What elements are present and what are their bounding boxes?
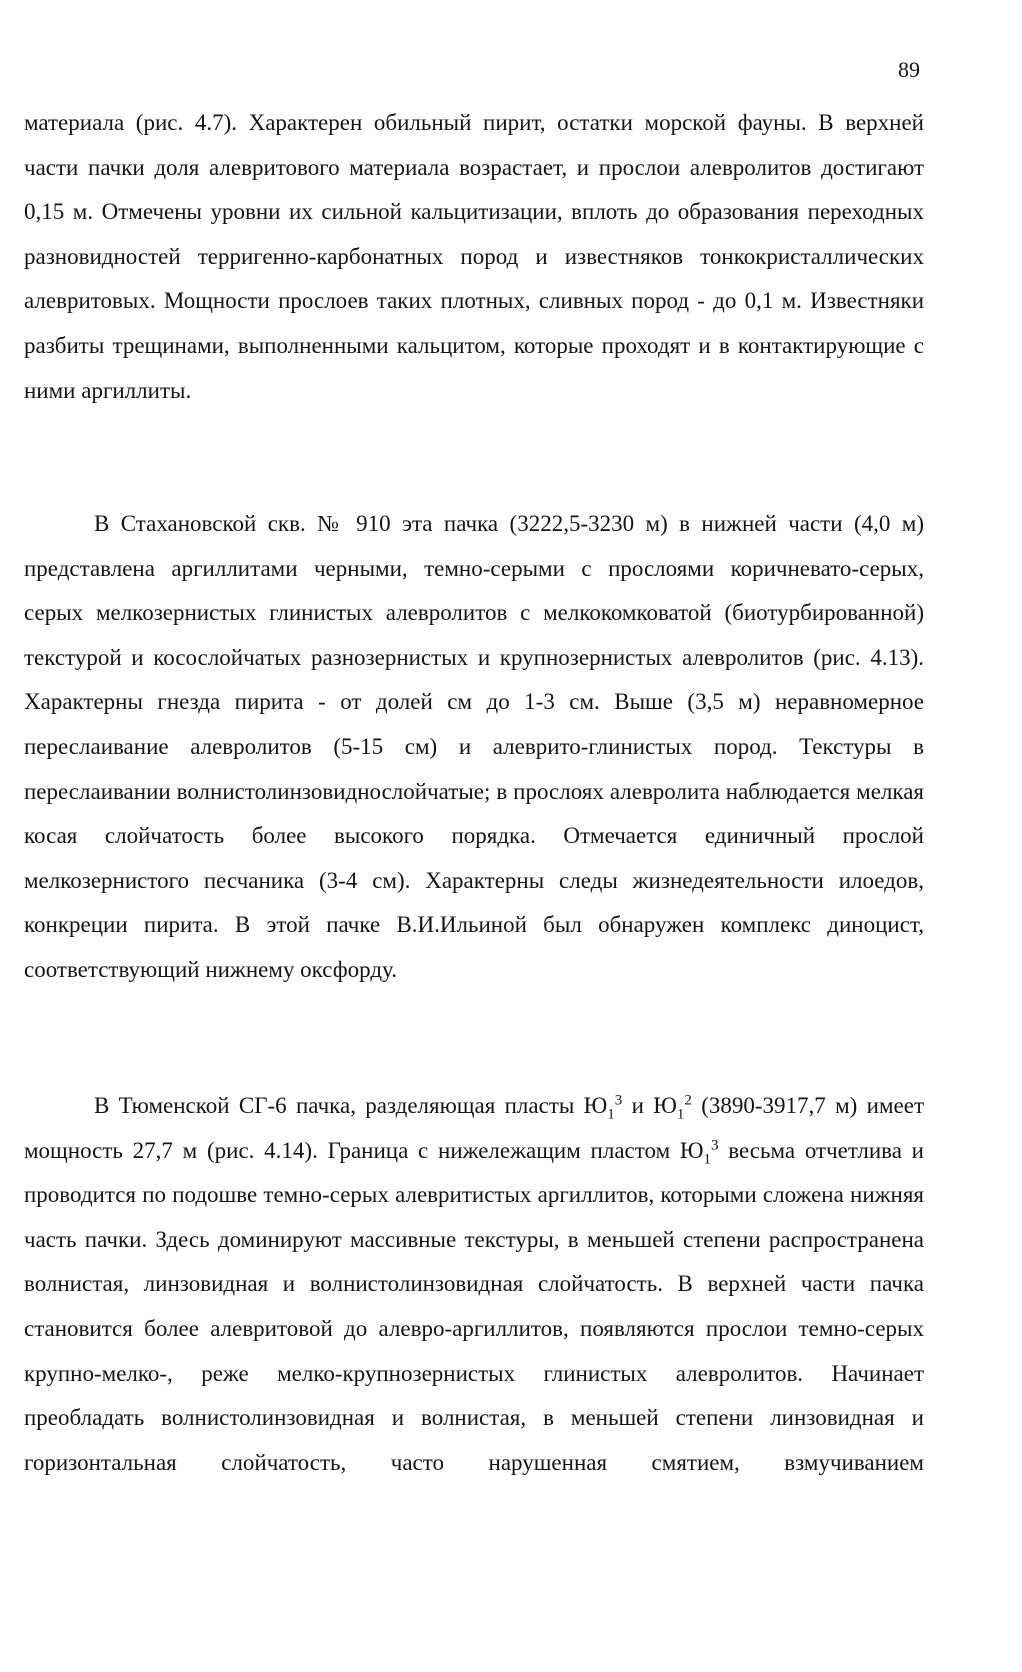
paragraph-3-text-part-2: и Ю xyxy=(622,1093,677,1118)
paragraph-3-text-part-4: весьма отчетлива и проводится по подошве темно-серых алевритистых аргиллитов, которыми сложена нижняя часть пачки. Здесь доминируют массивные текстуры, в меньшей степени распространена волнистая, линзовидная и волнистолинзовидная слойчатость. В верхней части пачка становится более алевритовой до алевро-аргиллитов, появляются прослои темно-серых крупно-мелко-, реже мелко-крупнозернистых глинистых алевролитов. Начинает преобладать волнистолинзовидная и волнистая, в меньшей степени линзовидная и горизонтальная слойчатость, часто нарушенная смятием, взмучиванием xyxy=(24,1137,924,1475)
paragraph-2: В Стахановской скв. № 910 эта пачка (3222,5-3230 м) в нижней части (4,0 м) представлена аргиллитами черными, темно-серыми с прослоями коричневато-серых, серых мелкозернистых глинистых алевролитов с мелкокомковатой (биотурбированной) текстурой и косослойчатых разнозернистых и крупнозернистых алевролитов (рис. 4.13). Характерны гнезда пирита - от долей см до 1-3 см. Выше (3,5 м) неравномерное переслаивание алевролитов (5-15 см) и алеврито-глинистых пород. Текстуры в переслаивании волнистолинзовиднослойчатые; в прослоях алевролита наблюдается мелкая косая слойчатость более высокого порядка. Отмечается единичный прослой мелкозернистого песчаника (3-4 см). Характерны следы жизнедеятельности илоедов, конкреции пирита. В этой пачке В.И.Ильиной был обнаружен комплекс диноцист, соответствующий нижнему оксфорду. xyxy=(24,511,924,982)
page-number: 89 xyxy=(898,57,920,82)
formation-index-subscript: 1 xyxy=(703,1151,712,1168)
paragraph-3-text-part-1: В Тюменской СГ-6 пачка, разделяющая пласты Ю xyxy=(94,1093,608,1118)
paragraph-1: материала (рис. 4.7). Характерен обильный пирит, остатки морской фауны. В верхней части пачки доля алевритового материала возрастает, и прослои алевролитов достигают 0,15 м. Отмечены уровни их сильной кальцитизации, вплоть до образования переходных разновидностей терригенно-карбонатных пород и известняков тонкокристаллических алевритовых. Мощности прослоев таких плотных, сливных пород - до 0,1 м. Известняки разбиты трещинами, выполненными кальцитом, которые проходят и в контактирующие с ними аргиллиты. xyxy=(24,110,924,403)
formation-index-superscript: 3 xyxy=(711,1136,719,1153)
formation-index-superscript: 2 xyxy=(684,1092,692,1109)
formation-index-subscript: 1 xyxy=(607,1106,615,1123)
paragraph-3-text-part-3: (3890-3917,7 м) имеет мощность 27,7 м (рис. 4.14). Граница с нижележащим пластом Ю xyxy=(24,1093,924,1163)
formation-index-subscript: 1 xyxy=(676,1106,685,1123)
formation-index-superscript: 3 xyxy=(614,1092,623,1109)
paragraph-3 xyxy=(24,1084,924,1485)
